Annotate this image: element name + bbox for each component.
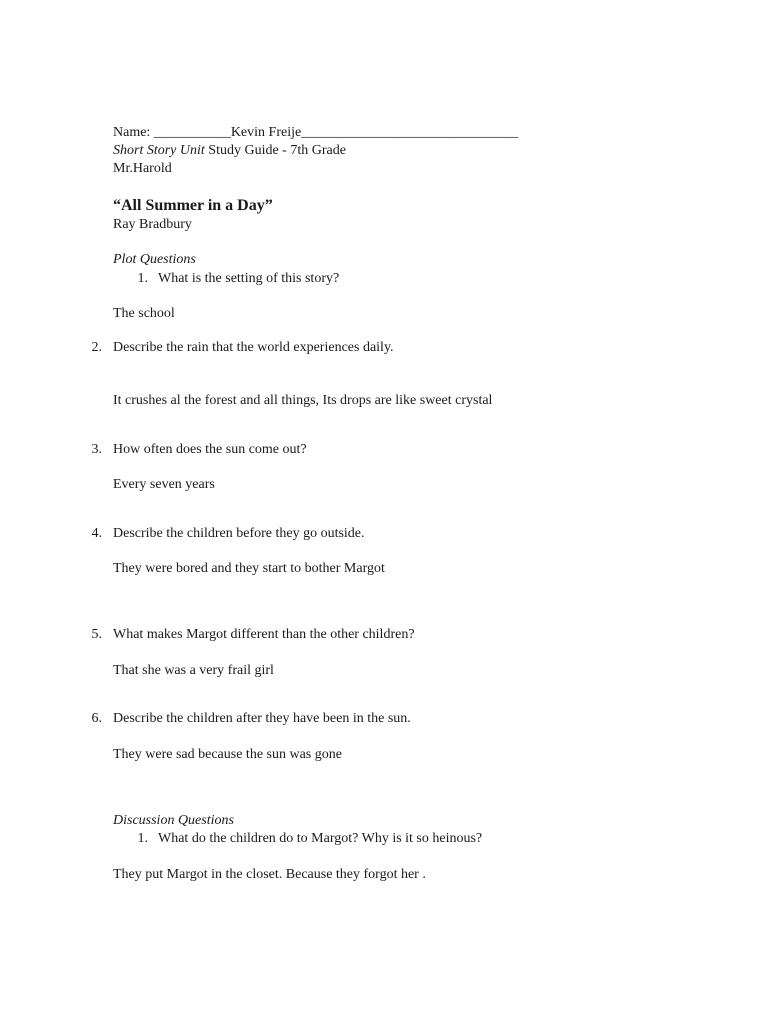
question-number: 1. — [137, 271, 148, 286]
question-text: Describe the children before they go outside. — [113, 526, 365, 541]
unit-subtitle: Study Guide - 7th Grade — [204, 143, 346, 158]
name-line: Name: ___________Kevin Freije_______________________________ — [113, 125, 519, 140]
teacher-name: Mr.Harold — [113, 161, 172, 176]
answer-text: That she was a very frail girl — [113, 663, 274, 678]
question-number: 6. — [91, 711, 102, 726]
question-text: What is the setting of this story? — [158, 271, 340, 286]
unit-title: Short Story Unit — [113, 143, 205, 158]
question-number: 3. — [91, 442, 102, 457]
question-number: 1. — [137, 831, 148, 846]
answer-text: It crushes al the forest and all things, Its drops are like sweet crystal — [113, 393, 493, 408]
answer-text: The school — [113, 306, 175, 321]
question-number: 2. — [91, 340, 102, 355]
discussion-questions-heading: Discussion Questions — [113, 813, 234, 828]
question-text: What do the children do to Margot? Why is it so heinous? — [158, 831, 483, 846]
question-text: Describe the children after they have been in the sun. — [113, 711, 411, 726]
answer-text: They put Margot in the closet. Because they forgot her . — [113, 867, 426, 882]
question-number: 4. — [91, 526, 102, 541]
question-text: What makes Margot different than the other children? — [113, 627, 415, 642]
question-text: Describe the rain that the world experiences daily. — [113, 340, 394, 355]
question-text: How often does the sun come out? — [113, 442, 307, 457]
answer-text: Every seven years — [113, 477, 215, 492]
question-number: 5. — [91, 627, 102, 642]
answer-text: They were bored and they start to bother Margot — [113, 561, 385, 576]
plot-questions-heading: Plot Questions — [113, 252, 196, 267]
story-title: “All Summer in a Day” — [113, 197, 273, 214]
story-author: Ray Bradbury — [113, 217, 192, 232]
answer-text: They were sad because the sun was gone — [113, 747, 342, 762]
unit-line — [113, 142, 346, 159]
